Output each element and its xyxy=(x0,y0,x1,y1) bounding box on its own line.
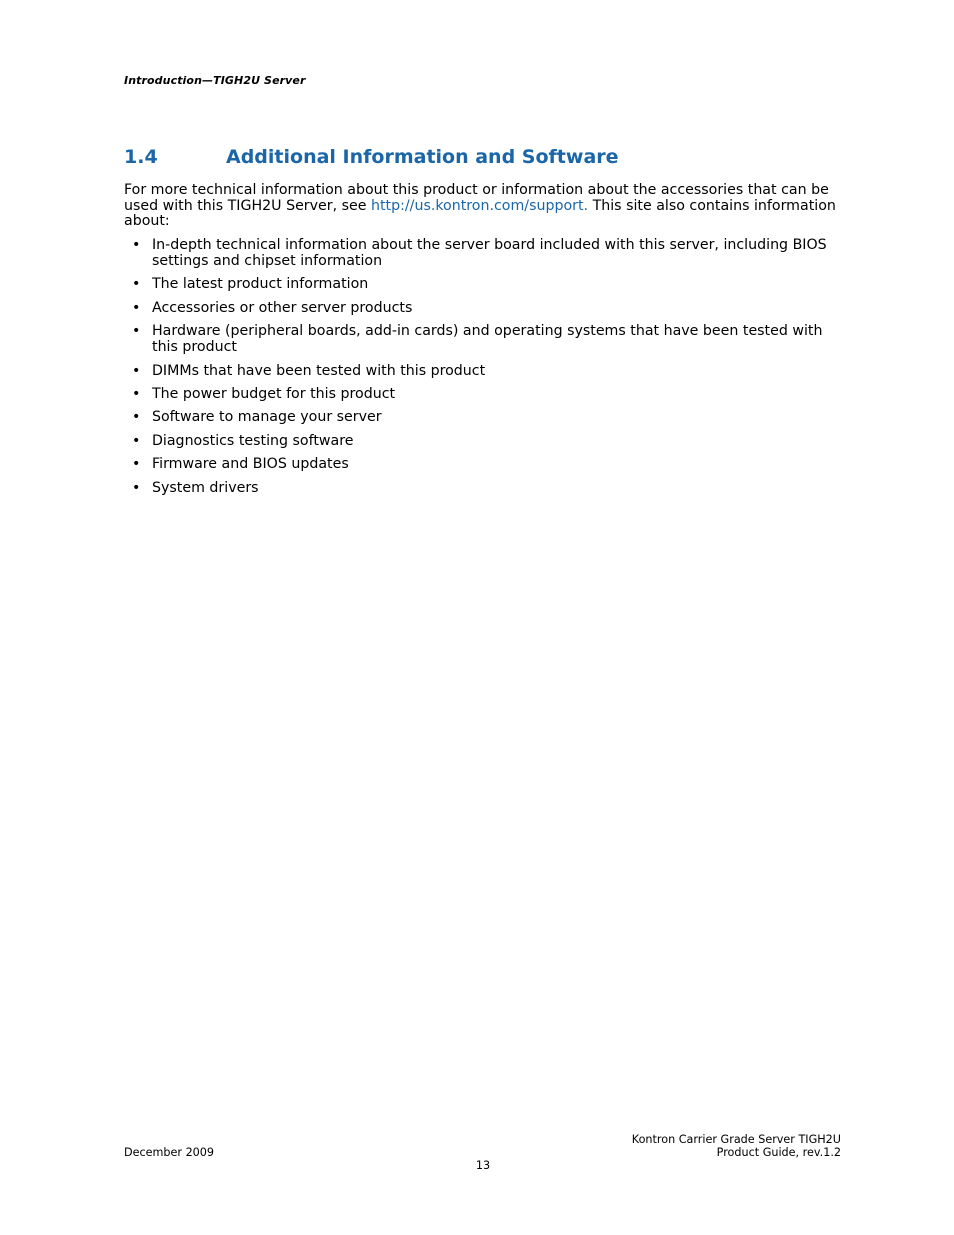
running-header: Introduction—TIGH2U Server xyxy=(124,74,306,87)
list-item-text: Hardware (peripheral boards, add-in cards) and operating systems that have been tested with this product xyxy=(152,323,823,356)
list-item xyxy=(124,323,844,355)
bullet-icon: • xyxy=(132,479,141,496)
bullet-icon: • xyxy=(132,276,141,293)
list-item xyxy=(124,456,844,472)
bullet-icon: • xyxy=(132,385,141,402)
info-bullet-list xyxy=(124,237,844,503)
bullet-icon: • xyxy=(132,409,141,426)
list-item xyxy=(124,480,844,496)
list-item-text: The latest product information xyxy=(152,276,369,293)
list-item-text: Firmware and BIOS updates xyxy=(152,456,349,473)
list-item-text: System drivers xyxy=(152,479,259,496)
footer-doc-title: Kontron Carrier Grade Server TIGH2U xyxy=(631,1133,841,1146)
footer-date: December 2009 xyxy=(124,1146,215,1159)
list-item xyxy=(124,386,844,402)
list-item xyxy=(124,363,844,379)
intro-text-after-link: This site also contains information about: xyxy=(124,197,836,229)
list-item-text: Software to manage your server xyxy=(152,409,382,426)
bullet-icon: • xyxy=(132,432,141,449)
list-item-text: DIMMs that have been tested with this product xyxy=(152,362,486,379)
list-item xyxy=(124,237,844,269)
list-item xyxy=(124,409,844,425)
list-item-text: In-depth technical information about the server board included with this server, including BIOS settings and chipset information xyxy=(152,237,827,269)
support-link[interactable]: http://us.kontron.com/support. xyxy=(370,197,589,214)
section-heading xyxy=(124,146,619,168)
list-item xyxy=(124,300,844,316)
intro-paragraph xyxy=(124,183,844,230)
section-number: 1.4 xyxy=(124,146,158,168)
footer-doc-info xyxy=(632,1133,841,1159)
list-item xyxy=(124,276,844,292)
list-item-text: Accessories or other server products xyxy=(152,299,413,316)
bullet-icon: • xyxy=(132,299,141,316)
bullet-icon: • xyxy=(132,323,141,340)
bullet-icon: • xyxy=(132,237,141,253)
section-title: Additional Information and Software xyxy=(226,146,619,168)
list-item xyxy=(124,433,844,449)
bullet-icon: • xyxy=(132,456,141,473)
page-number: 13 xyxy=(475,1159,491,1172)
list-item-text: Diagnostics testing software xyxy=(152,432,354,449)
intro-text-before-link: For more technical information about this product or information about the accessories that can be used with this TIGH2U Server, see xyxy=(124,182,829,214)
list-item-text: The power budget for this product xyxy=(152,385,396,402)
bullet-icon: • xyxy=(132,362,141,379)
footer-doc-subtitle: Product Guide, rev.1.2 xyxy=(716,1146,841,1159)
